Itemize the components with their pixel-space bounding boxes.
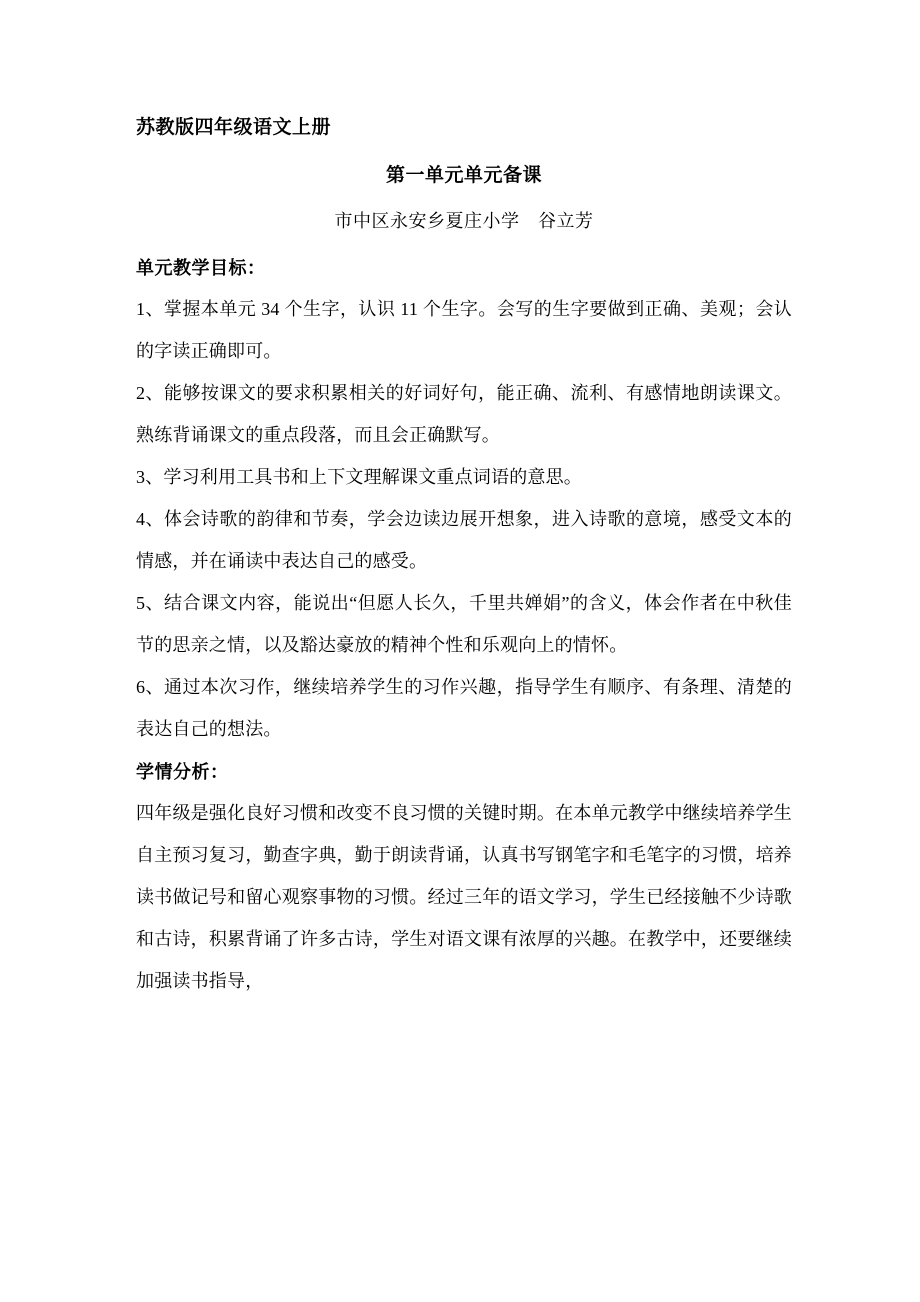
paragraph-objective-6: 6、通过本次习作，继续培养学生的习作兴趣，指导学生有顺序、有条理、清楚的表达自己的想法。 (136, 677, 792, 739)
section-heading-student-analysis: 学情分析： (136, 762, 229, 782)
paragraph-objective-4: 4、体会诗歌的韵律和节奏，学会边读边展开想象，进入诗歌的意境，感受文本的情感，并在诵读中表达自己的感受。 (136, 509, 792, 571)
section-heading-teaching-objectives: 单元教学目标： (136, 258, 266, 278)
section-body-teaching-objectives (136, 288, 792, 750)
document-subtitle: 第一单元单元备课 (385, 165, 542, 186)
section-body-student-analysis (136, 792, 792, 1002)
paragraph-analysis-1: 四年级是强化良好习惯和改变不良习惯的关键时期。在本单元教学中继续培养学生自主预习复习，勤查字典，勤于朗读背诵，认真书写钢笔字和毛笔字的习惯，培养读书做记号和留心观察事物的习惯。经过三年的语文学习，学生已经接触不少诗歌和古诗，积累背诵了许多古诗，学生对语文课有浓厚的兴趣。在教学中，还要继续加强读书指导， (136, 803, 792, 991)
page-title: 苏教版四年级语文上册 (136, 117, 332, 138)
paragraph-objective-3: 3、学习利用工具书和上下文理解课文重点词语的意思。 (136, 467, 582, 487)
paragraph-objective-1: 1、掌握本单元 34 个生字，认识 11 个生字。会写的生字要做到正确、美观；会认的字读正确即可。 (136, 299, 792, 361)
paragraph-objective-2: 2、能够按课文的要求积累相关的好词好句，能正确、流利、有感情地朗读课文。熟练背诵课文的重点段落，而且会正确默写。 (136, 383, 792, 445)
author-line: 市中区永安乡夏庄小学 谷立芳 (334, 211, 594, 231)
paragraph-objective-5: 5、结合课文内容，能说出“但愿人长久，千里共婵娟”的含义，体会作者在中秋佳节的思亲之情，以及豁达豪放的精神个性和乐观向上的情怀。 (136, 593, 792, 655)
